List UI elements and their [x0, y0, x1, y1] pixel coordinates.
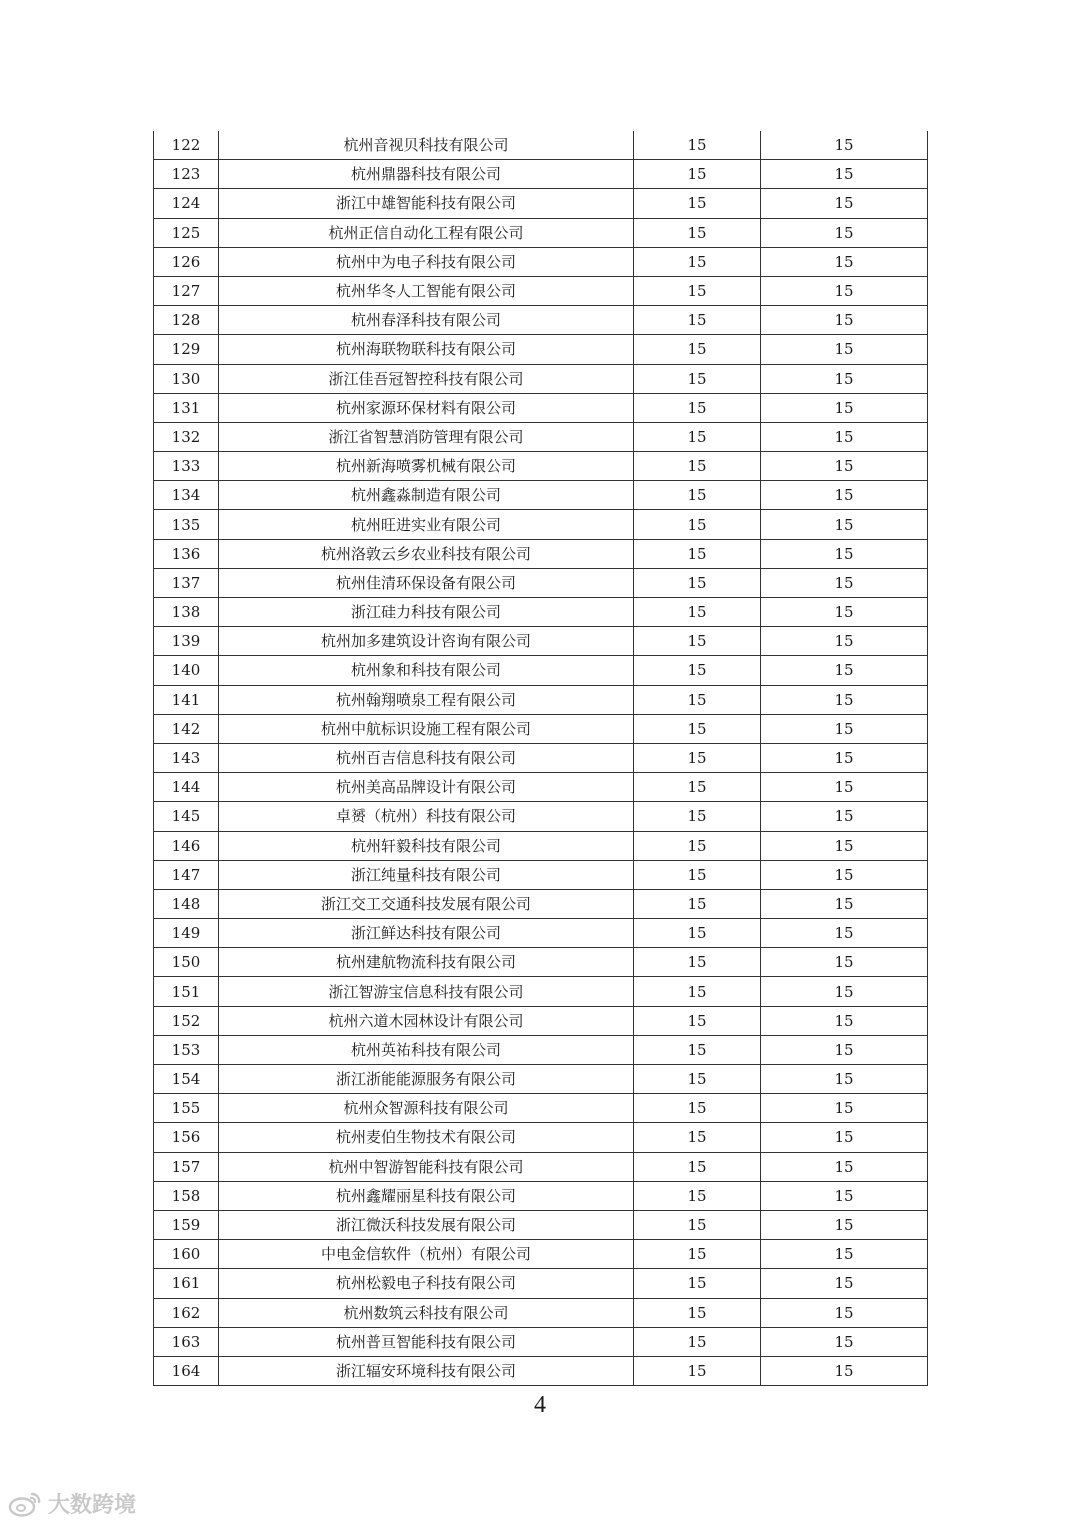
- row-number-cell: 144: [154, 773, 219, 802]
- value-a-cell: 15: [634, 1094, 761, 1123]
- value-a-cell: 15: [634, 1065, 761, 1094]
- value-b-cell: 15: [761, 364, 928, 393]
- company-name-cell: 杭州麦伯生物技术有限公司: [219, 1123, 634, 1152]
- table-row: [154, 656, 928, 685]
- row-number-cell: 145: [154, 802, 219, 831]
- row-number-cell: 136: [154, 539, 219, 568]
- value-a-cell: 15: [634, 860, 761, 889]
- value-b-cell: 15: [761, 189, 928, 218]
- value-b-cell: 15: [761, 889, 928, 918]
- row-number-cell: 154: [154, 1065, 219, 1094]
- company-name-cell: 杭州松毅电子科技有限公司: [219, 1269, 634, 1298]
- table-row: [154, 1269, 928, 1298]
- table-row: [154, 860, 928, 889]
- value-b-cell: 15: [761, 1269, 928, 1298]
- table-row: [154, 627, 928, 656]
- value-b-cell: 15: [761, 1327, 928, 1356]
- value-b-cell: 15: [761, 276, 928, 305]
- row-number-cell: 141: [154, 685, 219, 714]
- company-name-cell: 杭州旺进实业有限公司: [219, 510, 634, 539]
- weibo-logo-icon: [8, 1490, 42, 1518]
- table-row: [154, 364, 928, 393]
- table-row: [154, 1123, 928, 1152]
- value-b-cell: 15: [761, 773, 928, 802]
- table-row: [154, 1094, 928, 1123]
- row-number-cell: 147: [154, 860, 219, 889]
- value-b-cell: 15: [761, 743, 928, 772]
- table-row: [154, 189, 928, 218]
- row-number-cell: 132: [154, 422, 219, 451]
- row-number-cell: 133: [154, 452, 219, 481]
- table-row: [154, 831, 928, 860]
- value-b-cell: 15: [761, 481, 928, 510]
- row-number-cell: 158: [154, 1181, 219, 1210]
- value-a-cell: 15: [634, 1356, 761, 1385]
- value-a-cell: 15: [634, 714, 761, 743]
- row-number-cell: 138: [154, 598, 219, 627]
- table-row: [154, 539, 928, 568]
- company-name-cell: 杭州中航标识设施工程有限公司: [219, 714, 634, 743]
- value-a-cell: 15: [634, 306, 761, 335]
- value-a-cell: 15: [634, 1152, 761, 1181]
- row-number-cell: 130: [154, 364, 219, 393]
- value-a-cell: 15: [634, 773, 761, 802]
- table-row: [154, 714, 928, 743]
- table-row: [154, 1210, 928, 1239]
- value-b-cell: 15: [761, 1210, 928, 1239]
- row-number-cell: 155: [154, 1094, 219, 1123]
- table-row: [154, 948, 928, 977]
- row-number-cell: 139: [154, 627, 219, 656]
- table-row: [154, 1006, 928, 1035]
- value-b-cell: 15: [761, 1240, 928, 1269]
- table-row: [154, 773, 928, 802]
- value-a-cell: 15: [634, 393, 761, 422]
- value-b-cell: 15: [761, 948, 928, 977]
- value-b-cell: 15: [761, 1123, 928, 1152]
- value-b-cell: 15: [761, 393, 928, 422]
- value-b-cell: 15: [761, 247, 928, 276]
- value-b-cell: 15: [761, 568, 928, 597]
- company-table-body: [154, 131, 928, 1386]
- row-number-cell: 143: [154, 743, 219, 772]
- value-a-cell: 15: [634, 627, 761, 656]
- company-name-cell: 杭州众智源科技有限公司: [219, 1094, 634, 1123]
- company-name-cell: 杭州普亘智能科技有限公司: [219, 1327, 634, 1356]
- value-b-cell: 15: [761, 1152, 928, 1181]
- table-row: [154, 889, 928, 918]
- company-name-cell: 浙江微沃科技发展有限公司: [219, 1210, 634, 1239]
- company-name-cell: 杭州建航物流科技有限公司: [219, 948, 634, 977]
- value-b-cell: 15: [761, 831, 928, 860]
- value-a-cell: 15: [634, 131, 761, 160]
- page-number: 4: [534, 1392, 546, 1418]
- company-name-cell: 杭州数筑云科技有限公司: [219, 1298, 634, 1327]
- company-name-cell: 杭州中智游智能科技有限公司: [219, 1152, 634, 1181]
- value-a-cell: 15: [634, 1181, 761, 1210]
- value-b-cell: 15: [761, 1094, 928, 1123]
- table-row: [154, 276, 928, 305]
- value-a-cell: 15: [634, 189, 761, 218]
- company-name-cell: 浙江纯量科技有限公司: [219, 860, 634, 889]
- row-number-cell: 137: [154, 568, 219, 597]
- table-row: [154, 1327, 928, 1356]
- company-name-cell: 杭州鑫淼制造有限公司: [219, 481, 634, 510]
- watermark: [8, 1488, 136, 1519]
- company-name-cell: 杭州音视贝科技有限公司: [219, 131, 634, 160]
- value-a-cell: 15: [634, 1240, 761, 1269]
- table-row: [154, 510, 928, 539]
- company-name-cell: 杭州六道木园林设计有限公司: [219, 1006, 634, 1035]
- company-name-cell: 卓赟（杭州）科技有限公司: [219, 802, 634, 831]
- table-row: [154, 919, 928, 948]
- table-row: [154, 1065, 928, 1094]
- row-number-cell: 126: [154, 247, 219, 276]
- value-b-cell: 15: [761, 598, 928, 627]
- company-name-cell: 浙江中雄智能科技有限公司: [219, 189, 634, 218]
- value-a-cell: 15: [634, 889, 761, 918]
- table-row: [154, 335, 928, 364]
- value-b-cell: 15: [761, 1298, 928, 1327]
- row-number-cell: 156: [154, 1123, 219, 1152]
- company-name-cell: 中电金信软件（杭州）有限公司: [219, 1240, 634, 1269]
- row-number-cell: 125: [154, 218, 219, 247]
- row-number-cell: 124: [154, 189, 219, 218]
- table-row: [154, 743, 928, 772]
- table-row: [154, 1181, 928, 1210]
- table-row: [154, 1356, 928, 1385]
- value-a-cell: 15: [634, 539, 761, 568]
- value-a-cell: 15: [634, 656, 761, 685]
- value-a-cell: 15: [634, 802, 761, 831]
- company-name-cell: 杭州洛敦云乡农业科技有限公司: [219, 539, 634, 568]
- value-b-cell: 15: [761, 218, 928, 247]
- company-name-cell: 浙江智游宝信息科技有限公司: [219, 977, 634, 1006]
- value-b-cell: 15: [761, 452, 928, 481]
- value-b-cell: 15: [761, 802, 928, 831]
- value-a-cell: 15: [634, 481, 761, 510]
- table-row: [154, 160, 928, 189]
- table-row: [154, 131, 928, 160]
- row-number-cell: 160: [154, 1240, 219, 1269]
- company-name-cell: 浙江省智慧消防管理有限公司: [219, 422, 634, 451]
- row-number-cell: 131: [154, 393, 219, 422]
- value-b-cell: 15: [761, 160, 928, 189]
- value-b-cell: 15: [761, 510, 928, 539]
- value-b-cell: 15: [761, 860, 928, 889]
- value-a-cell: 15: [634, 1298, 761, 1327]
- table-row: [154, 1298, 928, 1327]
- company-name-cell: 浙江交工交通科技发展有限公司: [219, 889, 634, 918]
- value-b-cell: 15: [761, 422, 928, 451]
- table-row: [154, 685, 928, 714]
- value-a-cell: 15: [634, 247, 761, 276]
- value-b-cell: 15: [761, 335, 928, 364]
- company-name-cell: 浙江硅力科技有限公司: [219, 598, 634, 627]
- table-row: [154, 452, 928, 481]
- row-number-cell: 127: [154, 276, 219, 305]
- row-number-cell: 161: [154, 1269, 219, 1298]
- row-number-cell: 149: [154, 919, 219, 948]
- company-name-cell: 杭州鼎器科技有限公司: [219, 160, 634, 189]
- table-row: [154, 1152, 928, 1181]
- row-number-cell: 159: [154, 1210, 219, 1239]
- table-row: [154, 598, 928, 627]
- value-a-cell: 15: [634, 919, 761, 948]
- value-b-cell: 15: [761, 977, 928, 1006]
- row-number-cell: 134: [154, 481, 219, 510]
- row-number-cell: 135: [154, 510, 219, 539]
- company-name-cell: 浙江辐安环境科技有限公司: [219, 1356, 634, 1385]
- table-row: [154, 568, 928, 597]
- value-a-cell: 15: [634, 831, 761, 860]
- value-a-cell: 15: [634, 160, 761, 189]
- value-b-cell: 15: [761, 685, 928, 714]
- value-b-cell: 15: [761, 1356, 928, 1385]
- company-name-cell: 杭州海联物联科技有限公司: [219, 335, 634, 364]
- value-a-cell: 15: [634, 452, 761, 481]
- row-number-cell: 152: [154, 1006, 219, 1035]
- table-row: [154, 393, 928, 422]
- table-row: [154, 802, 928, 831]
- value-a-cell: 15: [634, 1327, 761, 1356]
- company-name-cell: 杭州象和科技有限公司: [219, 656, 634, 685]
- row-number-cell: 164: [154, 1356, 219, 1385]
- value-b-cell: 15: [761, 919, 928, 948]
- row-number-cell: 153: [154, 1035, 219, 1064]
- value-a-cell: 15: [634, 743, 761, 772]
- row-number-cell: 150: [154, 948, 219, 977]
- company-name-cell: 杭州翰翔喷泉工程有限公司: [219, 685, 634, 714]
- company-name-cell: 杭州新海喷雾机械有限公司: [219, 452, 634, 481]
- value-b-cell: 15: [761, 714, 928, 743]
- table-row: [154, 1035, 928, 1064]
- value-b-cell: 15: [761, 131, 928, 160]
- value-a-cell: 15: [634, 218, 761, 247]
- value-b-cell: 15: [761, 539, 928, 568]
- company-name-cell: 浙江浙能能源服务有限公司: [219, 1065, 634, 1094]
- table-row: [154, 481, 928, 510]
- value-b-cell: 15: [761, 656, 928, 685]
- company-name-cell: 杭州美高品牌设计有限公司: [219, 773, 634, 802]
- value-a-cell: 15: [634, 977, 761, 1006]
- company-name-cell: 杭州正信自动化工程有限公司: [219, 218, 634, 247]
- value-b-cell: 15: [761, 1065, 928, 1094]
- value-a-cell: 15: [634, 1006, 761, 1035]
- table-row: [154, 1240, 928, 1269]
- row-number-cell: 122: [154, 131, 219, 160]
- value-a-cell: 15: [634, 1210, 761, 1239]
- company-name-cell: 浙江佳吾冠智控科技有限公司: [219, 364, 634, 393]
- value-a-cell: 15: [634, 276, 761, 305]
- company-name-cell: 杭州春泽科技有限公司: [219, 306, 634, 335]
- value-a-cell: 15: [634, 568, 761, 597]
- company-name-cell: 浙江鲜达科技有限公司: [219, 919, 634, 948]
- row-number-cell: 151: [154, 977, 219, 1006]
- value-b-cell: 15: [761, 1006, 928, 1035]
- row-number-cell: 128: [154, 306, 219, 335]
- value-a-cell: 15: [634, 1035, 761, 1064]
- company-name-cell: 杭州中为电子科技有限公司: [219, 247, 634, 276]
- company-name-cell: 杭州轩毅科技有限公司: [219, 831, 634, 860]
- row-number-cell: 123: [154, 160, 219, 189]
- value-a-cell: 15: [634, 598, 761, 627]
- value-a-cell: 15: [634, 1123, 761, 1152]
- value-a-cell: 15: [634, 364, 761, 393]
- company-table: [153, 131, 928, 1386]
- value-b-cell: 15: [761, 627, 928, 656]
- table-row: [154, 218, 928, 247]
- company-name-cell: 杭州加多建筑设计咨询有限公司: [219, 627, 634, 656]
- value-a-cell: 15: [634, 1269, 761, 1298]
- company-name-cell: 杭州鑫耀丽星科技有限公司: [219, 1181, 634, 1210]
- row-number-cell: 142: [154, 714, 219, 743]
- table-row: [154, 422, 928, 451]
- row-number-cell: 140: [154, 656, 219, 685]
- value-a-cell: 15: [634, 948, 761, 977]
- value-a-cell: 15: [634, 685, 761, 714]
- row-number-cell: 157: [154, 1152, 219, 1181]
- table-row: [154, 306, 928, 335]
- value-b-cell: 15: [761, 1181, 928, 1210]
- company-name-cell: 杭州家源环保材料有限公司: [219, 393, 634, 422]
- company-name-cell: 杭州华冬人工智能有限公司: [219, 276, 634, 305]
- row-number-cell: 146: [154, 831, 219, 860]
- company-name-cell: 杭州百吉信息科技有限公司: [219, 743, 634, 772]
- watermark-text: 大数跨境: [48, 1493, 137, 1518]
- row-number-cell: 163: [154, 1327, 219, 1356]
- row-number-cell: 129: [154, 335, 219, 364]
- value-b-cell: 15: [761, 306, 928, 335]
- value-a-cell: 15: [634, 422, 761, 451]
- company-name-cell: 杭州佳清环保设备有限公司: [219, 568, 634, 597]
- value-b-cell: 15: [761, 1035, 928, 1064]
- table-row: [154, 977, 928, 1006]
- row-number-cell: 162: [154, 1298, 219, 1327]
- value-a-cell: 15: [634, 335, 761, 364]
- company-name-cell: 杭州英祐科技有限公司: [219, 1035, 634, 1064]
- table-row: [154, 247, 928, 276]
- row-number-cell: 148: [154, 889, 219, 918]
- value-a-cell: 15: [634, 510, 761, 539]
